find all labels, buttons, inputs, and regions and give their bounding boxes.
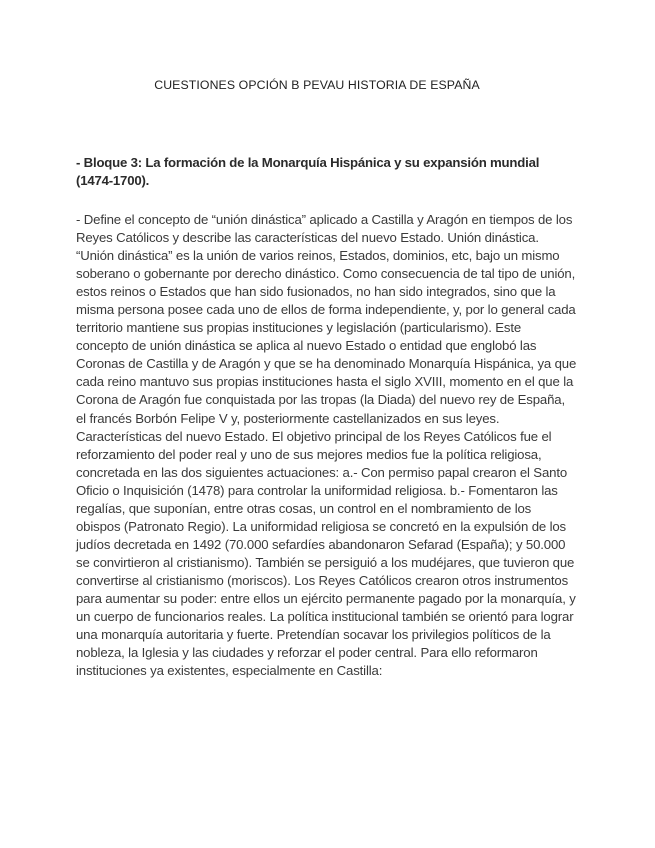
- block-heading: [76, 154, 586, 190]
- paragraph-line: - Define el concepto de “unión dinástica” aplicado a Castilla y Aragón en tiempos de los: [76, 212, 573, 227]
- paragraph-line: para aumentar su poder: entre ellos un ejército permanente pagado por la monarquía, y: [76, 590, 576, 606]
- block-heading-line: - Bloque 3: La formación de la Monarquía Hispánica y su expansión mundial: [76, 155, 540, 170]
- paragraph-line: un cuerpo de funcionarios reales. La política institucional también se orientó para lograr: [76, 609, 574, 625]
- paragraph-line: regalías, que suponían, entre otras cosas, un control en el nombramiento de los: [76, 500, 532, 516]
- paragraph-line: Características del nuevo Estado. El objetivo principal de los Reyes Católicos fue el: [76, 428, 552, 444]
- paragraph-line: concretada en las dos siguientes actuaciones: a.- Con permiso papal crearon el Santo: [76, 464, 568, 480]
- paragraph-line: territorio mantiene sus propias instituciones y legislación (particularismo). Este: [76, 320, 522, 336]
- document-title: CUESTIONES OPCIÓN B PEVAU HISTORIA DE ESPAÑA: [154, 78, 480, 92]
- body-paragraph: [76, 211, 586, 680]
- paragraph-line: instituciones ya existentes, especialmente en Castilla:: [76, 663, 383, 679]
- paragraph-line: Reyes Católicos y describe las características del nuevo Estado. Unión dinástica.: [76, 230, 539, 246]
- paragraph-line: Oficio o Inquisición (1478) para controlar la uniformidad religiosa. b.- Fomentaron las: [76, 482, 558, 498]
- paragraph-line: reforzamiento del poder real y uno de sus mejores medios fue la política religiosa,: [76, 446, 542, 462]
- paragraph-line: Corona de Aragón fue conquistada por las tropas (la Diada) del nuevo rey de España,: [76, 392, 565, 408]
- paragraph-line: cada reino mantuvo sus propias instituciones hasta el siglo XVIII, momento en el que la: [76, 374, 574, 390]
- paragraph-line: nobleza, la Iglesia y las ciudades y reforzar el poder central. Para ello reformaron: [76, 645, 538, 661]
- paragraph-line: estos reinos o Estados que han sido fusionados, no han sido integrados, sino que la: [76, 284, 556, 300]
- paragraph-line: se convirtieron al cristianismo). También se persiguió a los mudéjares, que tuvieron que: [76, 554, 575, 570]
- paragraph-line: obispos (Patronato Regio). La uniformidad religiosa se concretó en la expulsión de los: [76, 518, 566, 534]
- paragraph-line: concepto de unión dinástica se aplica al nuevo Estado o entidad que englobó las: [76, 338, 537, 354]
- paragraph-line: convertirse al cristianismo (moriscos). Los Reyes Católicos crearon otros instrumentos: [76, 572, 569, 588]
- block-heading-line: (1474-1700).: [76, 173, 150, 188]
- paragraph-line: “Unión dinástica” es la unión de varios reinos, Estados, dominios, etc, bajo un mismo: [76, 248, 560, 264]
- paragraph-line: Coronas de Castilla y de Aragón y que se ha denominado Monarquía Hispánica, ya que: [76, 356, 577, 372]
- paragraph-line: misma persona posee cada uno de ellos de forma independiente, y, por lo general cada: [76, 302, 576, 318]
- paragraph-line: soberano o gobernante por derecho dinástico. Como consecuencia de tal tipo de unión,: [76, 266, 576, 282]
- paragraph-line: el francés Borbón Felipe V y, posteriormente castellanizados en sus leyes.: [76, 410, 500, 426]
- paragraph-line: judíos decretada en 1492 (70.000 sefardíes abandonaron Sefarad (España); y 50.000: [76, 536, 566, 552]
- paragraph-line: una monarquía autoritaria y fuerte. Pretendían socavar los privilegios políticos de la: [76, 627, 551, 643]
